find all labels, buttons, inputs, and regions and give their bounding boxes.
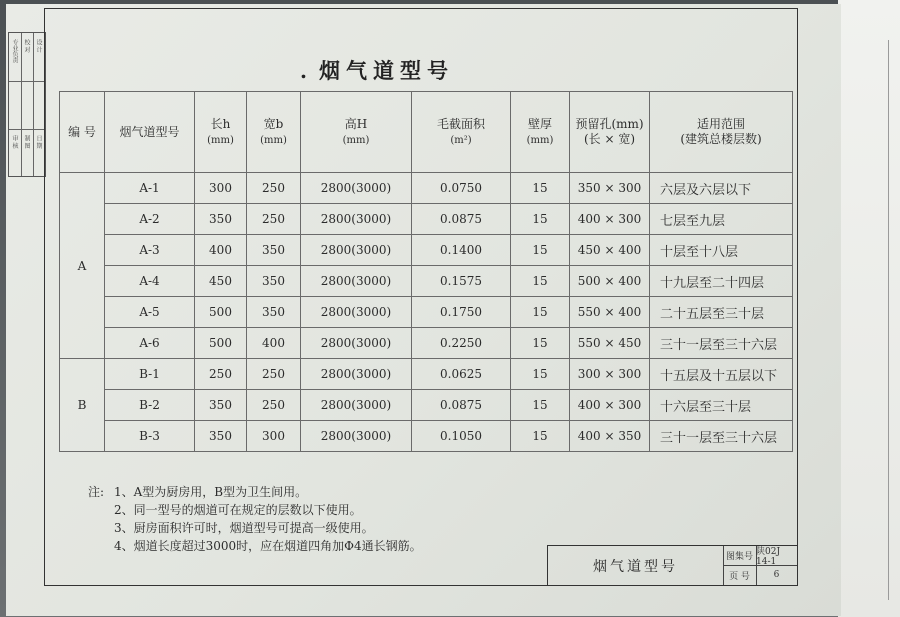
- cell-width: 350: [247, 266, 301, 297]
- header-code: 编 号: [60, 92, 105, 173]
- cell-area: 0.1750: [412, 297, 511, 328]
- strip-label: 制 图: [23, 135, 30, 149]
- cell-hole: 450 × 400: [570, 235, 650, 266]
- cell-area: 0.1400: [412, 235, 511, 266]
- cell-wall: 15: [511, 390, 570, 421]
- cell-area: 0.0875: [412, 204, 511, 235]
- cell-model: A-1: [105, 173, 195, 204]
- cell-area: 0.0750: [412, 173, 511, 204]
- atlas-value: 陕02J 14-1: [756, 547, 781, 567]
- cell-length: 500: [195, 297, 247, 328]
- cell-hole: 400 × 350: [570, 421, 650, 452]
- header-model: 烟气道型号: [105, 92, 195, 173]
- cell-height: 2800(3000): [301, 173, 412, 204]
- cell-wall: 15: [511, 359, 570, 390]
- cell-length: 250: [195, 359, 247, 390]
- cell-model: A-6: [105, 328, 195, 359]
- cell-hole: 350 × 300: [570, 173, 650, 204]
- header-range-sub: (建筑总楼层数): [680, 132, 762, 146]
- page-value: 6: [773, 570, 780, 580]
- header-area-label: 毛截面积: [436, 116, 485, 131]
- cell-hole: 400 × 300: [570, 390, 650, 421]
- page-title-text: 烟气道型号: [318, 58, 454, 83]
- cell-height: 2800(3000): [301, 328, 412, 359]
- cell-area: 0.2250: [412, 328, 511, 359]
- header-wall-unit: (mm): [526, 134, 554, 146]
- cell-width: 350: [247, 297, 301, 328]
- cell-hole: 400 × 300: [570, 204, 650, 235]
- cell-length: 400: [195, 235, 247, 266]
- cell-width: 350: [247, 235, 301, 266]
- cell-length: 300: [195, 173, 247, 204]
- cell-wall: 15: [511, 235, 570, 266]
- header-width: [247, 92, 301, 173]
- cell-width: 300: [247, 421, 301, 452]
- cell-height: 2800(3000): [301, 390, 412, 421]
- note-item: 4、烟道长度超过3000时，应在烟道四角加Φ4通长钢筋。: [114, 539, 422, 553]
- cell-wall: 15: [511, 204, 570, 235]
- cell-wall: 15: [511, 297, 570, 328]
- cell-range: 七层至九层: [650, 204, 793, 235]
- cell-height: 2800(3000): [301, 266, 412, 297]
- cell-wall: 15: [511, 173, 570, 204]
- cell-length: 350: [195, 421, 247, 452]
- cell-hole: 550 × 450: [570, 328, 650, 359]
- header-area-unit: (m²): [450, 134, 472, 146]
- cell-width: 400: [247, 328, 301, 359]
- cell-area: 0.1050: [412, 421, 511, 452]
- strip-label: 校 对: [23, 39, 30, 53]
- cell-range: 十九层至二十四层: [650, 266, 793, 297]
- cell-range: 三十一层至三十六层: [650, 421, 793, 452]
- approval-strip: [8, 32, 46, 177]
- strip-label: 审 核: [11, 135, 18, 149]
- cell-height: 2800(3000): [301, 359, 412, 390]
- note-item: 2、同一型号的烟道可在规定的层数以下使用。: [114, 503, 362, 517]
- title-block-name: 烟气道型号: [548, 546, 724, 585]
- cell-length: 500: [195, 328, 247, 359]
- adjacent-page-line: [888, 40, 889, 600]
- header-wall: [511, 92, 570, 173]
- cell-length: 350: [195, 204, 247, 235]
- page-label: 页 号: [729, 571, 750, 582]
- strip-label: 日 期: [35, 135, 42, 149]
- cell-range: 三十一层至三十六层: [650, 328, 793, 359]
- cell-model: A-3: [105, 235, 195, 266]
- header-range-label: 适用范围: [696, 117, 745, 131]
- cell-model: B-2: [105, 390, 195, 421]
- header-length-label: 长h: [210, 116, 231, 131]
- cell-width: 250: [247, 390, 301, 421]
- header-height-unit: (mm): [342, 134, 370, 146]
- cell-area: 0.0625: [412, 359, 511, 390]
- notes: [88, 483, 422, 555]
- header-height: [301, 92, 412, 173]
- header-wall-label: 壁厚: [527, 116, 552, 131]
- cell-length: 450: [195, 266, 247, 297]
- cell-range: 六层及六层以下: [650, 173, 793, 204]
- cell-area: 0.1575: [412, 266, 511, 297]
- cell-hole: 500 × 400: [570, 266, 650, 297]
- flue-model-table: [59, 91, 793, 452]
- cell-model: A-2: [105, 204, 195, 235]
- cell-range: 十层至十八层: [650, 235, 793, 266]
- cell-wall: 15: [511, 266, 570, 297]
- group-code-a: A: [60, 173, 105, 359]
- header-width-unit: (mm): [260, 134, 287, 146]
- cell-model: A-4: [105, 266, 195, 297]
- cell-range: 十五层及十五层以下: [650, 359, 793, 390]
- note-item: 1、A型为厨房用，B型为卫生间用。: [114, 485, 308, 499]
- header-length-unit: (mm): [207, 134, 234, 146]
- cell-length: 350: [195, 390, 247, 421]
- atlas-label: 图集号: [725, 552, 753, 562]
- cell-height: 2800(3000): [301, 421, 412, 452]
- title-block: [547, 545, 797, 585]
- header-hole-label: 预留孔(mm): [575, 117, 644, 131]
- cell-model: B-3: [105, 421, 195, 452]
- cell-model: B-1: [105, 359, 195, 390]
- header-height-label: 高H: [344, 116, 368, 131]
- page-title: . 烟气道型号: [300, 58, 454, 83]
- header-hole: [570, 92, 650, 173]
- group-code-b: B: [60, 359, 105, 452]
- cell-hole: 300 × 300: [570, 359, 650, 390]
- header-length: [195, 92, 247, 173]
- cell-width: 250: [247, 359, 301, 390]
- cell-hole: 550 × 400: [570, 297, 650, 328]
- cell-area: 0.0875: [412, 390, 511, 421]
- adjacent-page: [838, 0, 900, 617]
- header-area: [412, 92, 511, 173]
- cell-range: 二十五层至三十层: [650, 297, 793, 328]
- header-width-label: 宽b: [263, 116, 284, 131]
- cell-height: 2800(3000): [301, 297, 412, 328]
- cell-range: 十六层至三十层: [650, 390, 793, 421]
- cell-height: 2800(3000): [301, 204, 412, 235]
- strip-label: 设 计: [35, 39, 42, 53]
- cell-width: 250: [247, 173, 301, 204]
- cell-height: 2800(3000): [301, 235, 412, 266]
- note-item: 3、厨房面积许可时，烟道型号可提高一级使用。: [114, 521, 374, 535]
- header-hole-sub: (长 × 宽): [583, 132, 636, 146]
- cell-wall: 15: [511, 421, 570, 452]
- notes-label: 注:: [88, 485, 105, 499]
- cell-wall: 15: [511, 328, 570, 359]
- strip-label: 专业负责: [11, 39, 18, 63]
- header-range: [650, 92, 793, 173]
- cell-width: 250: [247, 204, 301, 235]
- cell-model: A-5: [105, 297, 195, 328]
